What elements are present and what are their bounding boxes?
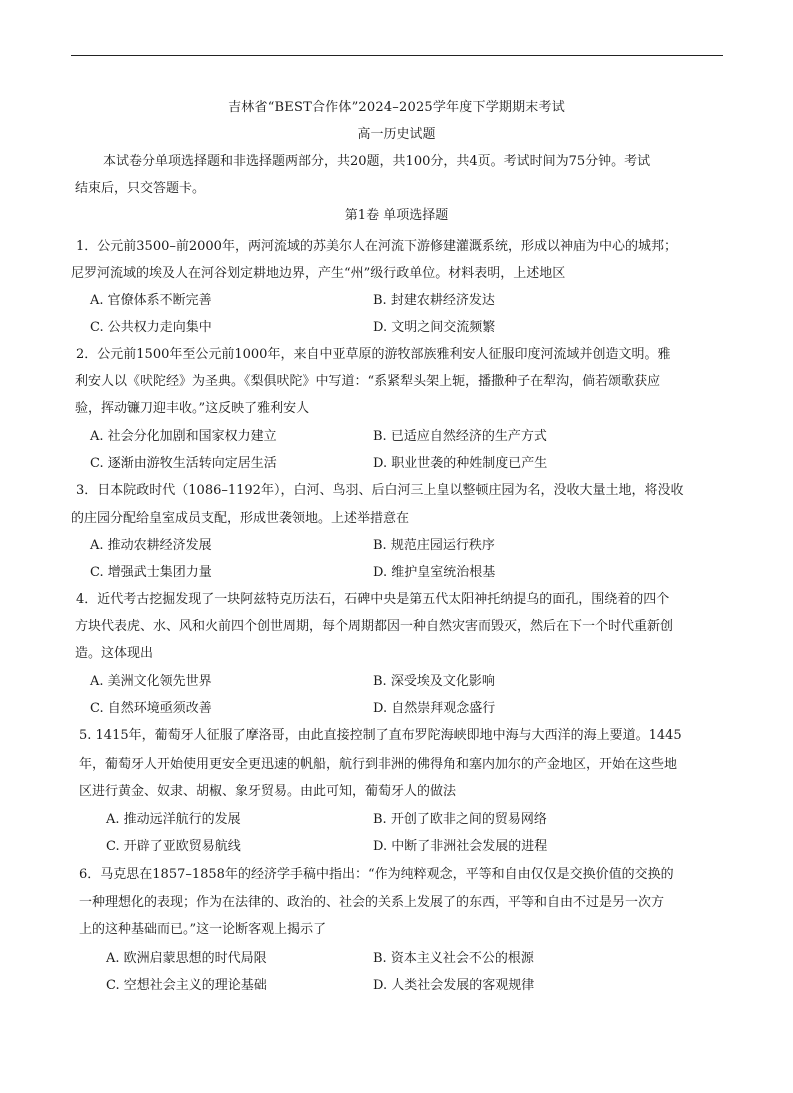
instructions-line-2: 结束后，只交答题卡。	[75, 181, 206, 196]
question-1-option-a: A. 官僚体系不断完善	[90, 293, 212, 308]
exam-subject: 高一历史试题	[357, 127, 436, 142]
question-4-line-1: 4．近代考古挖掘发现了一块阿兹特克历法石，石碑中央是第五代太阳神托纳提乌的面孔，围绕着的四个	[76, 592, 670, 607]
question-4-option-b: B. 深受埃及文化影响	[373, 674, 495, 689]
question-2-option-d: D. 职业世袭的种姓制度已产生	[373, 456, 548, 471]
question-6-option-a: A. 欧洲启蒙思想的时代局限	[106, 951, 267, 966]
question-5-line-2: 年，葡萄牙人开始使用更安全更迅速的帆船，航行到非洲的佛得角和塞内加尔的产金地区，开始在这些地	[79, 757, 678, 772]
question-2-option-b: B. 已适应自然经济的生产方式	[373, 429, 547, 444]
question-5-option-c: C. 开辟了亚欧贸易航线	[106, 839, 241, 854]
question-1-line-2: 尼罗河流域的埃及人在河谷划定耕地边界，产生“州”级行政单位。材料表明，上述地区	[71, 266, 566, 281]
question-3-line-2: 的庄园分配给皇室成员支配，形成世袭领地。上述举措意在	[71, 511, 410, 526]
question-2-line-3: 验，挥动镰刀迎丰收。”这反映了雅利安人	[75, 401, 310, 416]
question-4-option-a: A. 美洲文化领先世界	[90, 674, 212, 689]
question-4-option-c: C. 自然环境亟须改善	[90, 701, 212, 716]
question-2-option-a: A. 社会分化加剧和国家权力建立	[90, 429, 277, 444]
question-6-line-2: 一种理想化的表现；作为在法律的、政治的、社会的关系上发展了的东西，平等和自由不过是另一次方	[79, 895, 665, 910]
question-2-line-2: 利安人以《吠陀经》为圣典。《梨俱吠陀》中写道：“系紧犁头架上轭，播撒种子在犁沟，倘若颂歌获应	[75, 374, 661, 389]
question-5-option-d: D. 中断了非洲社会发展的进程	[373, 839, 548, 854]
question-5-line-1: 5. 1415年，葡萄牙人征服了摩洛哥，由此直接控制了直布罗陀海峡即地中海与大西洋的海上要道。1445	[79, 728, 682, 743]
question-3-option-d: D. 维护皇室统治根基	[373, 565, 496, 580]
question-2-option-c: C. 逐渐由游牧生活转向定居生活	[90, 456, 277, 471]
question-6-option-b: B. 资本主义社会不公的根源	[373, 951, 534, 966]
question-6-line-1: 6．马克思在1857–1858年的经济学手稿中指出：“作为纯粹观念，平等和自由仅仅是交换价值的交换的	[79, 867, 674, 882]
question-3-option-b: B. 规范庄园运行秩序	[373, 538, 495, 553]
question-3-option-c: C. 增强武士集团力量	[90, 565, 212, 580]
question-4-line-2: 方块代表虎、水、风和火前四个创世周期，每个周期都因一种自然灾害而毁灭，然后在下一个时代重新创	[75, 619, 674, 634]
question-5-line-3: 区进行黄金、奴隶、胡椒、象牙贸易。由此可知，葡萄牙人的做法	[79, 784, 457, 799]
question-4-line-3: 造。这体现出	[75, 646, 154, 661]
question-2-line-1: 2．公元前1500年至公元前1000年，来自中亚草原的游牧部族雅利安人征服印度河流域并创造文明。雅	[76, 347, 671, 362]
instructions-line-1: 本试卷分单项选择题和非选择题两部分，共20题，共100分，共4页。考试时间为75分钟。考试	[103, 154, 651, 169]
header-rule	[71, 55, 723, 56]
question-6-line-3: 上的这种基础而已。”这一论断客观上揭示了	[79, 922, 327, 937]
question-4-option-d: D. 自然崇拜观念盛行	[373, 701, 496, 716]
section-title: 第1卷 单项选择题	[344, 208, 449, 223]
question-3-line-1: 3．日本院政时代（1086–1192年），白河、鸟羽、后白河三上皇以整顿庄园为名，没收大量土地，将没收	[76, 483, 684, 498]
question-1-option-b: B. 封建农耕经济发达	[373, 293, 495, 308]
question-1-line-1: 1．公元前3500–前2000年，两河流域的苏美尔人在河流下游修建灌溉系统，形成以神庙为中心的城邦；	[76, 239, 677, 254]
question-6-option-c: C. 空想社会主义的理论基础	[106, 978, 267, 993]
question-1-option-d: D. 文明之间交流频繁	[373, 320, 496, 335]
exam-title: 吉林省“BEST合作体”2024–2025学年度下学期期末考试	[228, 100, 565, 115]
question-5-option-a: A. 推动远洋航行的发展	[106, 812, 241, 827]
question-3-option-a: A. 推动农耕经济发展	[90, 538, 212, 553]
question-1-option-c: C. 公共权力走向集中	[90, 320, 212, 335]
question-5-option-b: B. 开创了欧非之间的贸易网络	[373, 812, 547, 827]
question-6-option-d: D. 人类社会发展的客观规律	[373, 978, 535, 993]
